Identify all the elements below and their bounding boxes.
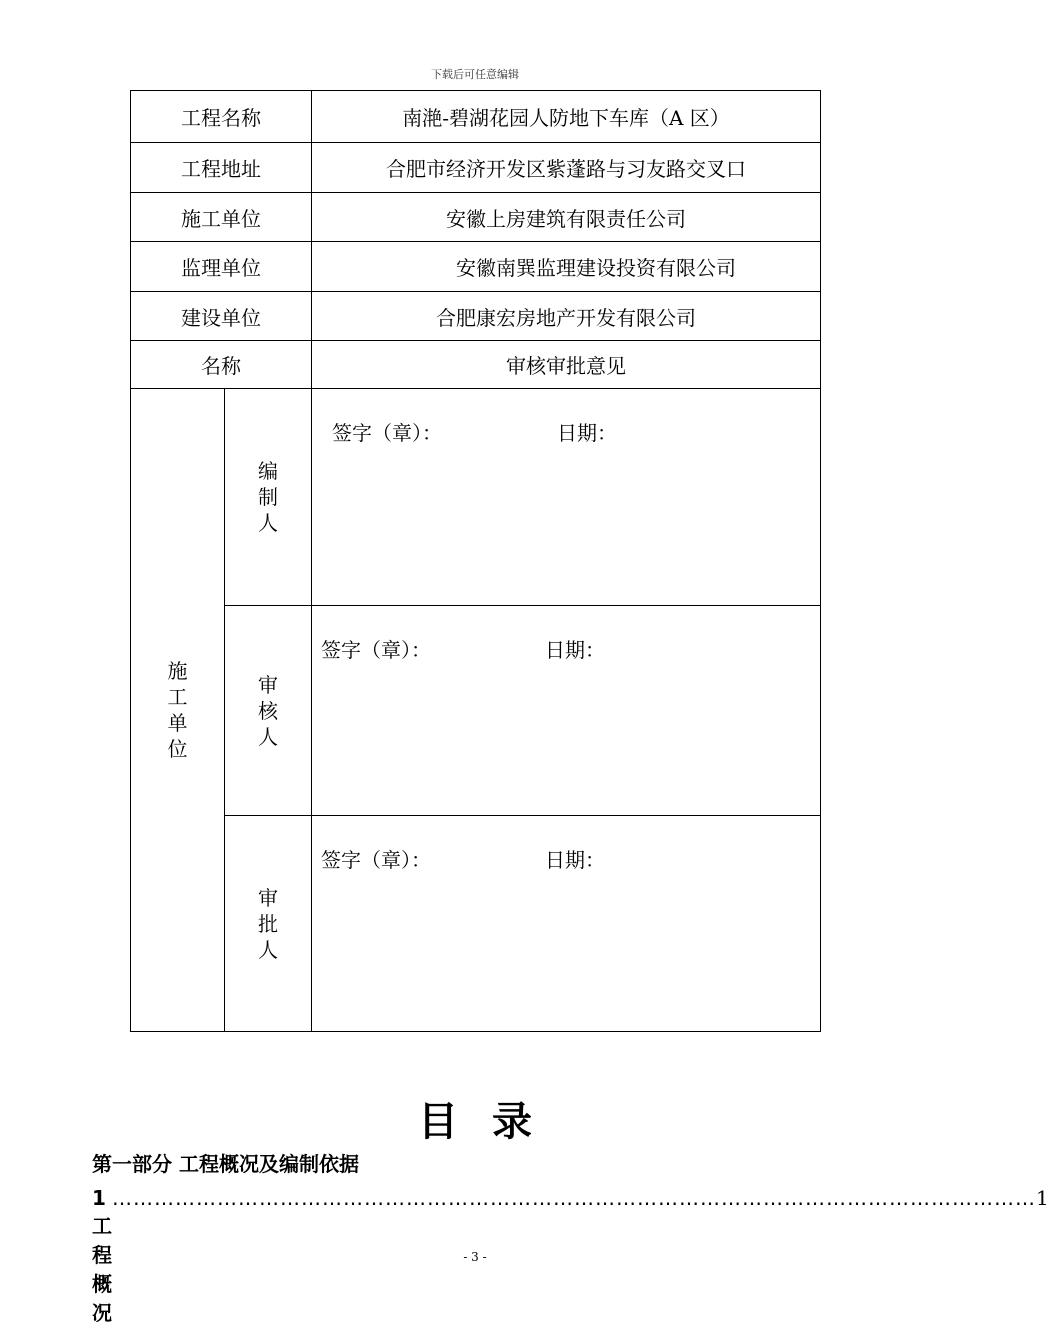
signature-label: 签字（章）： <box>321 848 431 872</box>
date-label: 日期： <box>545 848 605 872</box>
toc-part-heading: 第一部分 工程概况及编制依据 <box>92 1152 359 1176</box>
date-label: 日期： <box>545 638 605 662</box>
info-label: 建设单位 <box>131 292 312 341</box>
info-value: 安徽南巽监理建设投资有限公司 <box>312 242 821 292</box>
info-value: 南滟-碧湖花园人防地下车库（A 区） <box>312 91 821 143</box>
info-label: 工程名称 <box>131 91 312 143</box>
sign-area-compiler[interactable] <box>312 389 821 606</box>
approval-header-value: 审核审批意见 <box>312 341 821 389</box>
sign-area-reviewer[interactable] <box>312 606 821 816</box>
date-label: 日期： <box>557 421 617 445</box>
sign-area-approver[interactable] <box>312 816 821 1032</box>
role-label-approver: 审 批 人 <box>225 816 312 1032</box>
info-row <box>131 242 821 292</box>
toc-title: 目录 <box>418 1098 566 1145</box>
signature-label: 签字（章）： <box>332 421 442 445</box>
approval-header-row <box>131 341 821 389</box>
toc-entry-label: 1 工程概况 <box>92 1186 112 1325</box>
info-value: 合肥康宏房地产开发有限公司 <box>312 292 821 341</box>
approval-header-label: 名称 <box>131 341 312 389</box>
approval-row-approver <box>131 816 821 1032</box>
info-label: 工程地址 <box>131 143 312 193</box>
signature-label: 签字（章）： <box>321 638 431 662</box>
toc-leader-dots: …………………………………………………………………………………………………………………… <box>112 1186 1036 1210</box>
info-value: 安徽上房建筑有限责任公司 <box>312 193 821 242</box>
approval-row-reviewer <box>131 606 821 816</box>
info-row <box>131 193 821 242</box>
info-label: 监理单位 <box>131 242 312 292</box>
info-row <box>131 91 821 143</box>
role-label-compiler: 编 制 人 <box>225 389 312 606</box>
info-row <box>131 292 821 341</box>
info-label: 施工单位 <box>131 193 312 242</box>
info-value: 合肥市经济开发区紫蓬路与习友路交叉口 <box>312 143 821 193</box>
page-number: - 3 - <box>463 1250 487 1264</box>
group-label-construction-unit: 施 工 单 位 <box>131 389 225 1032</box>
header-note: 下载后可任意编辑 <box>431 68 519 81</box>
role-label-reviewer: 审 核 人 <box>225 606 312 816</box>
info-row <box>131 143 821 193</box>
toc-entry-page: 1 <box>1036 1186 1049 1210</box>
approval-row-compiler <box>131 389 821 606</box>
project-info-table <box>130 90 821 1032</box>
